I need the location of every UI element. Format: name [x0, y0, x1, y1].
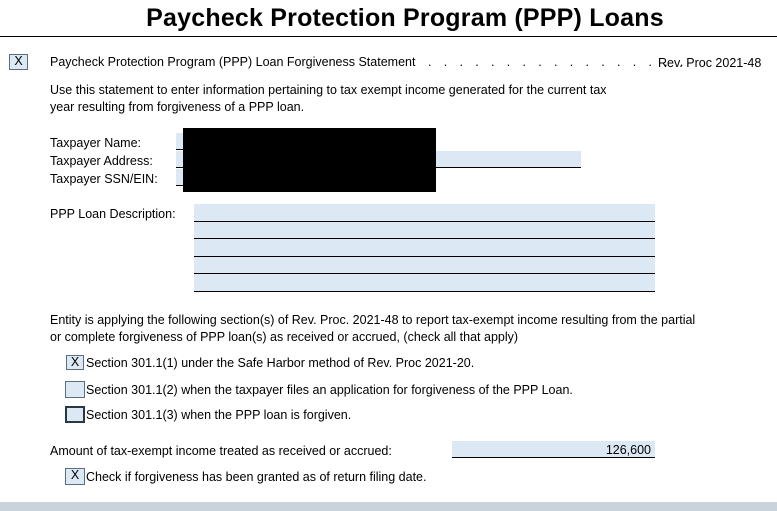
statement-leader: . . . . . . . . . . . . . . . . . [428, 55, 688, 69]
intro-line-1: Use this statement to enter information pertaining to tax exempt income generated for the current tax [50, 83, 607, 97]
amount-label: Amount of tax-exempt income treated as received or accrued: [50, 444, 392, 458]
entity-line-2: or complete forgiveness of PPP loan(s) as received or accrued, (check all that apply) [50, 330, 519, 344]
option-3-label: Section 301.1(3) when the PPP loan is forgiven. [86, 408, 352, 422]
footer-bar [0, 502, 777, 511]
intro-line-2: year resulting from forgiveness of a PPP loan. [50, 100, 305, 114]
option-2-checkbox[interactable] [65, 381, 85, 398]
page-title: Paycheck Protection Program (PPP) Loans [146, 4, 664, 32]
title-rule [0, 36, 777, 37]
taxpayer-name-label: Taxpayer Name: [50, 136, 142, 150]
statement-checkbox[interactable]: X [9, 54, 28, 70]
loan-line-3 [194, 256, 655, 257]
forgiveness-label: Check if forgiveness has been granted as of return filing date. [86, 470, 427, 484]
rev-proc-label: Rev. Proc 2021-48 [658, 56, 762, 70]
loan-description-label: PPP Loan Description: [50, 207, 176, 221]
taxpayer-ssn-label: Taxpayer SSN/EIN: [50, 172, 158, 186]
taxpayer-address-label: Taxpayer Address: [50, 154, 153, 168]
loan-line-1 [194, 221, 655, 222]
loan-line-5 [194, 291, 655, 292]
forgiveness-checkbox[interactable]: X [65, 468, 85, 485]
redaction-block [183, 128, 436, 192]
option-2-label: Section 301.1(2) when the taxpayer files an application for forgiveness of the PPP Loan. [86, 383, 573, 397]
option-1-checkbox[interactable]: X [66, 355, 84, 370]
option-3-checkbox[interactable] [65, 406, 85, 423]
statement-label: Paycheck Protection Program (PPP) Loan Forgiveness Statement [50, 55, 416, 69]
loan-line-4 [194, 273, 655, 274]
loan-description-field[interactable] [194, 204, 655, 291]
entity-line-1: Entity is applying the following section(s) of Rev. Proc. 2021-48 to report tax-exempt income resulting from the partial [50, 313, 696, 327]
loan-line-2 [194, 238, 655, 239]
amount-value: 126,600 [605, 443, 651, 457]
option-1-label: Section 301.1(1) under the Safe Harbor method of Rev. Proc 2021-20. [86, 356, 475, 370]
